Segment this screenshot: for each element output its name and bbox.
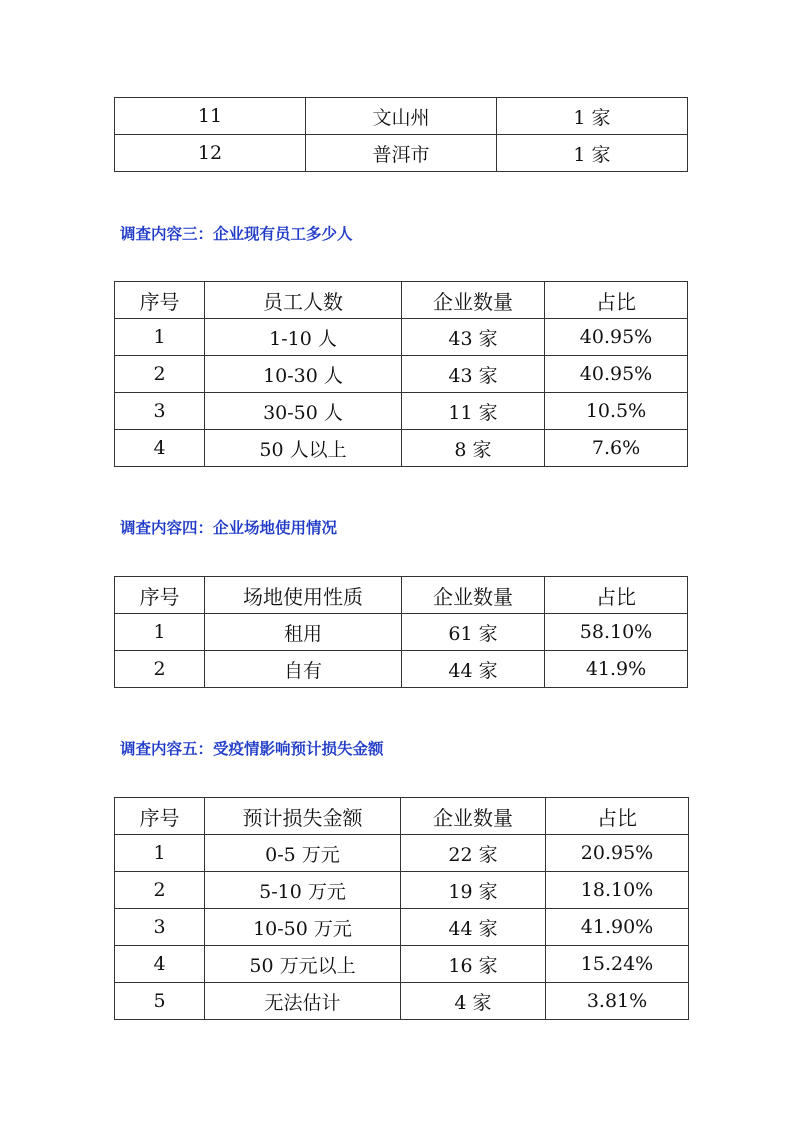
column-header: 企业数量 [402, 282, 545, 319]
staff-range: 30-50 人 [205, 393, 402, 430]
table-row [115, 872, 689, 909]
table-row [115, 393, 688, 430]
loss-range: 无法估计 [205, 983, 401, 1020]
row-number: 2 [115, 356, 205, 393]
percentage: 18.10% [546, 872, 689, 909]
table-row [115, 835, 689, 872]
loss-range: 10-50 万元 [205, 909, 401, 946]
enterprise-count: 4 家 [401, 983, 546, 1020]
row-number: 3 [115, 909, 205, 946]
staff-range: 10-30 人 [205, 356, 402, 393]
column-header: 占比 [545, 577, 688, 614]
table-row [115, 651, 688, 688]
region-name: 普洱市 [306, 135, 497, 172]
row-number: 4 [115, 430, 205, 467]
row-number: 4 [115, 946, 205, 983]
column-header: 企业数量 [402, 577, 545, 614]
row-number: 1 [115, 319, 205, 356]
table-row [115, 135, 688, 172]
column-header: 员工人数 [205, 282, 402, 319]
table-row [115, 614, 688, 651]
loss-range: 0-5 万元 [205, 835, 401, 872]
enterprise-count: 8 家 [402, 430, 545, 467]
staff-range: 1-10 人 [205, 319, 402, 356]
loss-estimate-table [114, 797, 689, 1020]
row-number: 2 [115, 651, 205, 688]
enterprise-count: 22 家 [401, 835, 546, 872]
percentage: 40.95% [545, 319, 688, 356]
enterprise-count: 19 家 [401, 872, 546, 909]
column-header: 占比 [546, 798, 689, 835]
site-type: 自有 [205, 651, 402, 688]
site-type: 租用 [205, 614, 402, 651]
percentage: 20.95% [546, 835, 689, 872]
percentage: 40.95% [545, 356, 688, 393]
column-header: 序号 [115, 798, 205, 835]
table-header-row [115, 798, 689, 835]
percentage: 7.6% [545, 430, 688, 467]
enterprise-count: 44 家 [402, 651, 545, 688]
percentage: 41.9% [545, 651, 688, 688]
column-header: 序号 [115, 577, 205, 614]
row-number: 5 [115, 983, 205, 1020]
enterprise-count: 44 家 [401, 909, 546, 946]
table-row [115, 983, 689, 1020]
percentage: 15.24% [546, 946, 689, 983]
region-name: 文山州 [306, 98, 497, 135]
table-row [115, 98, 688, 135]
enterprise-count: 43 家 [402, 319, 545, 356]
region-table [114, 97, 688, 172]
loss-range: 50 万元以上 [205, 946, 401, 983]
row-number: 12 [115, 135, 306, 172]
row-number: 2 [115, 872, 205, 909]
section-4-heading: 调查内容四：企业场地使用情况 [120, 519, 338, 537]
column-header: 企业数量 [401, 798, 546, 835]
loss-range: 5-10 万元 [205, 872, 401, 909]
row-number: 1 [115, 614, 205, 651]
section-3-heading: 调查内容三：企业现有员工多少人 [120, 225, 353, 243]
percentage: 3.81% [546, 983, 689, 1020]
staff-count-table [114, 281, 688, 467]
enterprise-count: 61 家 [402, 614, 545, 651]
column-header: 预计损失金额 [205, 798, 401, 835]
column-header: 序号 [115, 282, 205, 319]
table-row [115, 356, 688, 393]
enterprise-count: 16 家 [401, 946, 546, 983]
table-header-row [115, 282, 688, 319]
percentage: 58.10% [545, 614, 688, 651]
staff-range: 50 人以上 [205, 430, 402, 467]
percentage: 10.5% [545, 393, 688, 430]
table-row [115, 430, 688, 467]
site-usage-table [114, 576, 688, 688]
table-header-row [115, 577, 688, 614]
enterprise-count: 11 家 [402, 393, 545, 430]
row-number: 3 [115, 393, 205, 430]
row-number: 1 [115, 835, 205, 872]
column-header: 场地使用性质 [205, 577, 402, 614]
enterprise-count: 1 家 [497, 135, 688, 172]
table-row [115, 319, 688, 356]
table-row [115, 909, 689, 946]
section-5-heading: 调查内容五：受疫情影响预计损失金额 [120, 740, 384, 758]
percentage: 41.90% [546, 909, 689, 946]
column-header: 占比 [545, 282, 688, 319]
enterprise-count: 43 家 [402, 356, 545, 393]
row-number: 11 [115, 98, 306, 135]
enterprise-count: 1 家 [497, 98, 688, 135]
table-row [115, 946, 689, 983]
